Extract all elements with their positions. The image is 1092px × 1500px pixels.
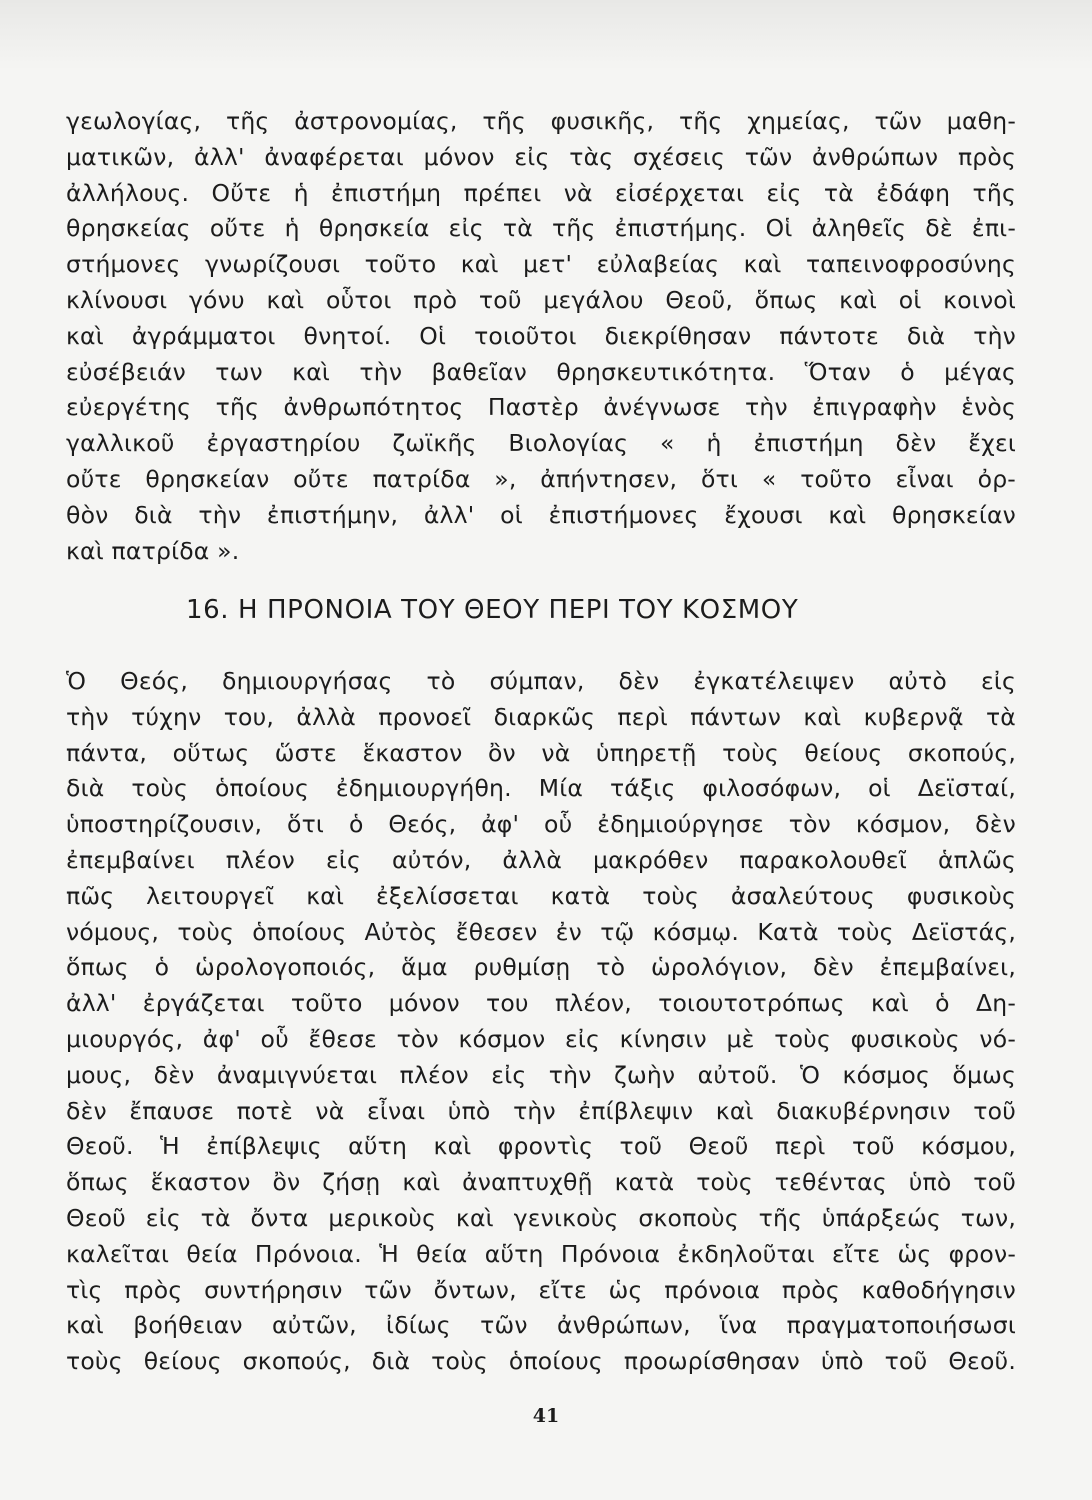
page-number: 41 <box>532 1405 560 1427</box>
text-line: ὅπως ἕκαστον ὂν ζήσῃ καὶ ἀναπτυχθῇ κατὰ τοὺς τεθέντας ὑπὸ τοῦ <box>66 1168 1016 1197</box>
text-line: τὴν τύχην του, ἀλλὰ προνοεῖ διαρκῶς περὶ πάντων καὶ κυβερνᾷ τὰ <box>66 702 1016 731</box>
text-line: γεωλογίας, τῆς ἀστρονομίας, τῆς φυσικῆς, τῆς χημείας, τῶν μαθη- <box>66 107 1016 135</box>
text-line: καὶ ἀγράμματοι θνητοί. Οἱ τοιοῦτοι διεκρίθησαν πάντοτε διὰ τὴν <box>66 321 1016 350</box>
text-line: ἀλλ' ἐργάζεται τοῦτο μόνον του πλέον, τοιουτοτρόπως καὶ ὁ Δη- <box>66 989 1016 1018</box>
text-line: δὲν ἔπαυσε ποτὲ νὰ εἶναι ὑπὸ τὴν ἐπίβλεψιν καὶ διακυβέρνησιν τοῦ <box>66 1096 1016 1125</box>
text-line: θρησκείας οὔτε ἡ θρησκεία εἰς τὰ τῆς ἐπιστήμης. Οἱ ἀληθεῖς δὲ ἐπι- <box>66 214 1016 243</box>
text-line: ὅπως ὁ ὡρολογοποιός, ἅμα ρυθμίσῃ τὸ ὡρολόγιον, δὲν ἐπεμβαίνει, <box>66 953 1016 982</box>
page-edge-shadow <box>0 0 1092 70</box>
text-line: ἀλλήλους. Οὔτε ἡ ἐπιστήμη πρέπει νὰ εἰσέρχεται εἰς τὰ ἐδάφη τῆς <box>66 178 1016 207</box>
text-line: στήμονες γνωρίζουσι τοῦτο καὶ μετ' εὐλαβείας καὶ ταπεινοφροσύνης <box>66 250 1016 279</box>
text-line: Ὁ Θεός, δημιουργήσας τὸ σύμπαν, δὲν ἐγκατέλειψεν αὐτὸ εἰς <box>66 667 1016 695</box>
text-line: καὶ βοήθειαν αὐτῶν, ἰδίως τῶν ἀνθρώπων, ἵνα πραγματοποιήσωσι <box>66 1311 1016 1340</box>
text-line: νόμους, τοὺς ὁποίους Αὐτὸς ἔθεσεν ἐν τῷ κόσμῳ. Κατὰ τοὺς Δεϊστάς, <box>66 917 1016 946</box>
text-line: τοὺς θείους σκοπούς, διὰ τοὺς ὁποίους προωρίσθησαν ὑπὸ τοῦ Θεοῦ. <box>66 1347 1016 1376</box>
text-line: εὐσέβειάν των καὶ τὴν βαθεῖαν θρησκευτικότητα. Ὅταν ὁ μέγας <box>66 357 1016 386</box>
text-line: ἐπεμβαίνει πλέον εἰς αὐτόν, ἀλλὰ μακρόθεν παρακολουθεῖ ἁπλῶς <box>66 845 1016 874</box>
section-heading: 16. Η ΠΡΟΝΟΙΑ ΤΟΥ ΘΕΟΥ ΠΕΡΙ ΤΟΥ ΚΟΣΜΟΥ <box>186 595 799 625</box>
text-line: εὐεργέτης τῆς ἀνθρωπότητος Παστὲρ ἀνέγνωσε τὴν ἐπιγραφὴν ἑνὸς <box>66 393 1016 422</box>
text-line: πῶς λειτουργεῖ καὶ ἐξελίσσεται κατὰ τοὺς ἀσαλεύτους φυσικοὺς <box>66 881 1016 910</box>
text-line: ὑποστηρίζουσιν, ὅτι ὁ Θεός, ἀφ' οὗ ἐδημιούργησε τὸν κόσμον, δὲν <box>66 810 1016 839</box>
text-line: μους, δὲν ἀναμιγνύεται πλέον εἰς τὴν ζωὴν αὐτοῦ. Ὁ κόσμος ὅμως <box>66 1060 1016 1089</box>
text-line: πάντα, οὕτως ὥστε ἕκαστον ὂν νὰ ὑπηρετῇ τοὺς θείους σκοπούς, <box>66 738 1016 767</box>
text-line: γαλλικοῦ ἐργαστηρίου ζωϊκῆς Βιολογίας « ἡ ἐπιστήμη δὲν ἔχει <box>66 429 1016 458</box>
text-line: οὔτε θρησκείαν οὔτε πατρίδα », ἀπήντησεν, ὅτι « τοῦτο εἶναι ὀρ- <box>66 464 1016 493</box>
text-line: ματικῶν, ἀλλ' ἀναφέρεται μόνον εἰς τὰς σχέσεις τῶν ἀνθρώπων πρὸς <box>66 142 1016 171</box>
text-line: καλεῖται θεία Πρόνοια. Ἡ θεία αὕτη Πρόνοια ἐκδηλοῦται εἴτε ὡς φρον- <box>66 1239 1016 1268</box>
text-line: Θεοῦ εἰς τὰ ὄντα μερικοὺς καὶ γενικοὺς σκοποὺς τῆς ὑπάρξεώς των, <box>66 1203 1016 1232</box>
text-line: Θεοῦ. Ἡ ἐπίβλεψις αὕτη καὶ φροντὶς τοῦ Θεοῦ περὶ τοῦ κόσμου, <box>66 1132 1016 1161</box>
text-line: κλίνουσι γόνυ καὶ οὗτοι πρὸ τοῦ μεγάλου Θεοῦ, ὅπως καὶ οἱ κοινοὶ <box>66 285 1016 314</box>
paragraph-2 <box>66 664 1016 1380</box>
text-line: θὸν διὰ τὴν ἐπιστήμην, ἀλλ' οἱ ἐπιστήμονες ἔχουσι καὶ θρησκείαν <box>66 500 1016 529</box>
text-line: μιουργός, ἀφ' οὗ ἔθεσε τὸν κόσμον εἰς κίνησιν μὲ τοὺς φυσικοὺς νό- <box>66 1024 1016 1053</box>
text-line: τὶς πρὸς συντήρησιν τῶν ὄντων, εἴτε ὡς πρόνοια πρὸς καθοδήγησιν <box>66 1275 1016 1304</box>
paragraph-1 <box>66 104 1016 569</box>
text-line: καὶ πατρίδα ». <box>66 536 240 565</box>
text-line: διὰ τοὺς ὁποίους ἐδημιουργήθη. Μία τάξις φιλοσόφων, οἱ Δεϊσταί, <box>66 774 1016 803</box>
